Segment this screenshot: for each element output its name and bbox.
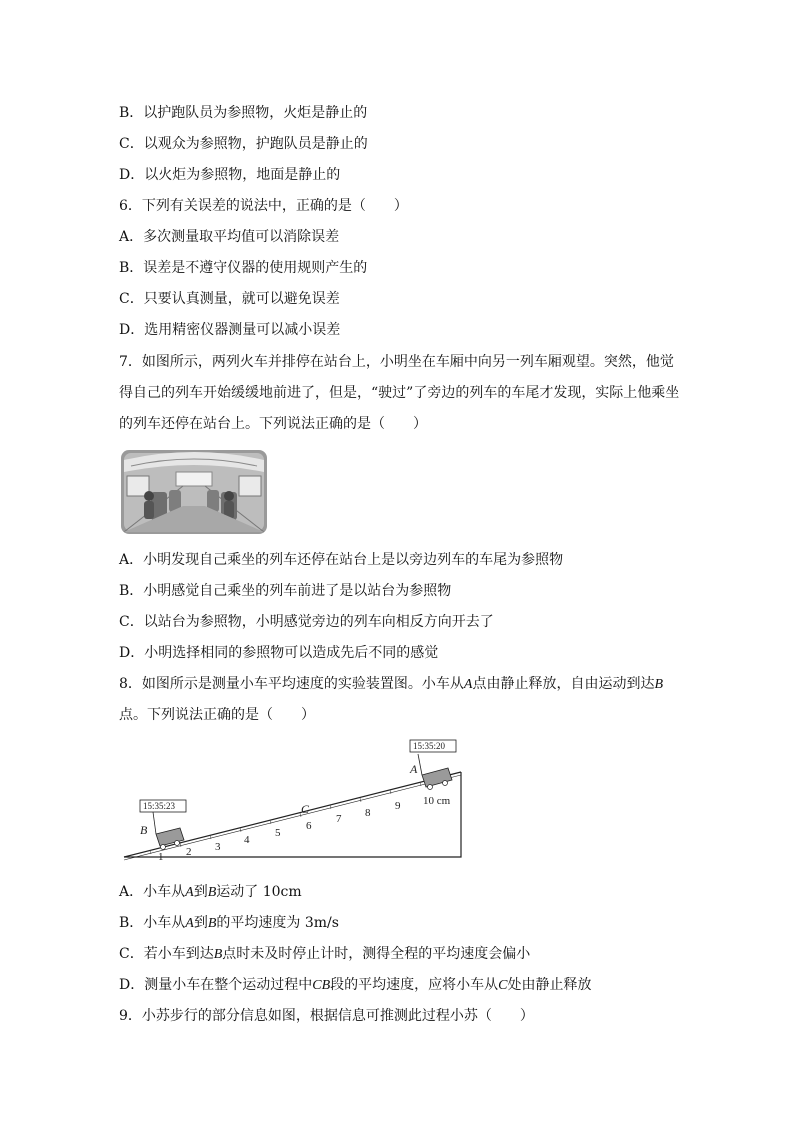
q7-option-a: A．小明发现自己乘坐的列车还停在站台上是以旁边列车的车尾为参照物	[119, 552, 564, 568]
cart-at-b	[153, 812, 184, 850]
q6-stem: 6．下列有关误差的说法中，正确的是（ ）	[119, 198, 408, 214]
q8-stem-line1: 8．如图所示是测量小车平均速度的实验装置图。小车从A点由静止释放，自由运动到达B	[119, 676, 664, 692]
q7-stem-line2: 得自己的列车开始缓缓地前进了，但是，“驶过”了旁边的列车的车尾才发现，实际上他乘坐	[119, 385, 680, 401]
ruler-tick-1: 1	[158, 851, 164, 863]
ruler-unit-label: 10 cm	[423, 795, 451, 807]
q5-option-c: C．以观众为参照物，护跑队员是静止的	[119, 136, 368, 152]
q6-option-b: B．误差是不遵守仪器的使用规则产生的	[119, 260, 368, 276]
cart-at-a	[418, 754, 452, 790]
q7-stem-line3: 的列车还停在站台上。下列说法正确的是（ ）	[119, 416, 427, 432]
q7-option-c: C．以站台为参照物，小明感觉旁边的列车向相反方向开去了	[119, 614, 494, 630]
ruler-tick-5: 5	[275, 827, 281, 839]
point-a-label: A	[410, 762, 418, 776]
q8-stem-line2: 点。下列说法正确的是（ ）	[119, 707, 315, 723]
ruler-tick-9: 9	[395, 800, 401, 812]
point-c-label: C	[301, 802, 310, 816]
q6-option-c: C．只要认真测量，就可以避免误差	[119, 291, 340, 307]
ruler-tick-3: 3	[215, 841, 221, 853]
q8-option-c: C．若小车到达B点时未及时停止计时，测得全程的平均速度会偏小	[119, 946, 531, 962]
train-carriage-illustration	[121, 450, 267, 534]
q6-option-d: D．选用精密仪器测量可以减小误差	[119, 322, 341, 338]
clock-at-a: 15:35:20	[413, 741, 446, 751]
incline-experiment-figure	[120, 736, 465, 864]
ruler-tick-2: 2	[186, 846, 192, 858]
point-b-label: B	[140, 823, 148, 837]
q8-option-a: A．小车从A到B运动了 10cm	[119, 884, 302, 900]
ruler-tick-8: 8	[365, 807, 371, 819]
q7-option-b: B．小明感觉自己乘坐的列车前进了是以站台为参照物	[119, 583, 452, 599]
q5-option-d: D．以火炬为参照物，地面是静止的	[119, 167, 341, 183]
q6-option-a: A．多次测量取平均值可以消除误差	[119, 229, 340, 245]
q9-stem: 9．小苏步行的部分信息如图，根据信息可推测此过程小苏（ ）	[119, 1008, 534, 1024]
clock-at-b: 15:35:23	[143, 801, 176, 811]
q8-option-d: D．测量小车在整个运动过程中CB段的平均速度，应将小车从C处由静止释放	[119, 977, 592, 993]
ruler-tick-4: 4	[244, 834, 250, 846]
q5-option-b: B．以护跑队员为参照物，火炬是静止的	[119, 105, 368, 121]
ruler-tick-7: 7	[336, 813, 342, 825]
q7-stem-line1: 7．如图所示，两列火车并排停在站台上，小明坐在车厢中向另一列车厢观望。突然，他觉	[119, 354, 674, 370]
q8-option-b: B．小车从A到B的平均速度为 3m/s	[119, 915, 339, 931]
ruler-tick-6: 6	[306, 820, 312, 832]
q7-option-d: D．小明选择相同的参照物可以造成先后不同的感觉	[119, 645, 439, 661]
